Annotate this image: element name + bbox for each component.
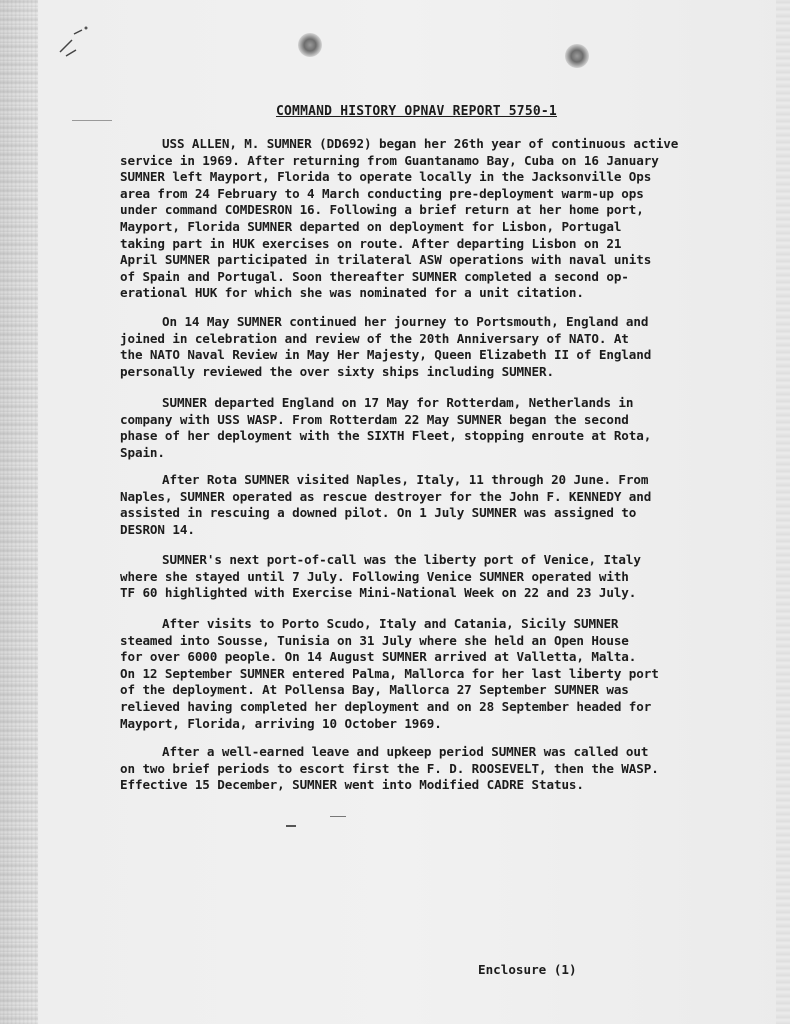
paragraph-5 (120, 552, 720, 602)
paragraph-1 (120, 136, 720, 302)
text-line: phase of her deployment with the SIXTH Fleet, stopping enroute at Rota, (120, 428, 652, 444)
text-line: April SUMNER participated in trilateral ASW operations with naval units (120, 252, 652, 268)
text-line: USS ALLEN, M. SUMNER (DD692) began her 26th year of continuous active (162, 136, 679, 151)
text-line: on two brief periods to escort first the F. D. ROOSEVELT, then the WASP. (120, 760, 659, 776)
text-line: service in 1969. After returning from Guantanamo Bay, Cuba on 16 January (120, 152, 659, 168)
right-edge-texture (776, 0, 790, 1024)
paragraph-7 (120, 744, 720, 794)
text-line: Mayport, Florida SUMNER departed on deployment for Lisbon, Portugal (120, 218, 622, 234)
text-line: Effective 15 December, SUMNER went into Modified CADRE Status. (120, 777, 584, 793)
text-line: for over 6000 people. On 14 August SUMNER arrived at Valletta, Malta. (120, 649, 637, 665)
paragraph-6 (120, 616, 720, 732)
text-line: personally reviewed the over sixty ships including SUMNER. (120, 363, 554, 379)
text-line: Naples, SUMNER operated as rescue destroyer for the John F. KENNEDY and (120, 488, 652, 504)
text-line: steamed into Sousse, Tunisia on 31 July where she held an Open House (120, 632, 629, 648)
paragraph-4 (120, 472, 720, 538)
text-line: where she stayed until 7 July. Following Venice SUMNER operated with (120, 568, 629, 584)
text-line: Mayport, Florida, arriving 10 October 1969. (120, 715, 442, 731)
text-line: of the deployment. At Pollensa Bay, Mallorca 27 September SUMNER was (120, 682, 629, 698)
text-line: erational HUK for which she was nominated for a unit citation. (120, 285, 584, 301)
stray-mark (286, 825, 296, 827)
text-line: On 14 May SUMNER continued her journey to Portsmouth, England and (162, 314, 649, 329)
paragraph-3 (120, 395, 720, 461)
text-line: Spain. (120, 444, 165, 460)
text-line: company with USS WASP. From Rotterdam 22 May SUMNER began the second (120, 411, 629, 427)
stray-mark (72, 120, 112, 121)
text-line: DESRON 14. (120, 521, 195, 537)
text-line: taking part in HUK exercises on route. After departing Lisbon on 21 (120, 235, 622, 251)
text-line: relieved having completed her deployment and on 28 September headed for (120, 698, 652, 714)
text-line: SUMNER left Mayport, Florida to operate locally in the Jacksonville Ops (120, 169, 652, 185)
text-line: under command COMDESRON 16. Following a brief return at her home port, (120, 202, 644, 218)
text-line: of Spain and Portugal. Soon thereafter SUMNER completed a second op- (120, 268, 629, 284)
text-line: After a well-earned leave and upkeep period SUMNER was called out (162, 744, 649, 759)
text-line: After visits to Porto Scudo, Italy and Catania, Sicily SUMNER (162, 616, 619, 631)
page-title: COMMAND HISTORY OPNAV REPORT 5750-1 (276, 104, 557, 119)
text-line: SUMNER's next port-of-call was the liberty port of Venice, Italy (162, 552, 641, 567)
text-line: area from 24 February to 4 March conducting pre-deployment warm-up ops (120, 185, 644, 201)
text-line: assisted in rescuing a downed pilot. On 1 July SUMNER was assigned to (120, 505, 637, 521)
text-line: the NATO Naval Review in May Her Majesty, Queen Elizabeth II of England (120, 347, 652, 363)
paragraph-2 (120, 314, 720, 380)
enclosure-label: Enclosure (1) (478, 962, 577, 977)
text-line: SUMNER departed England on 17 May for Rotterdam, Netherlands in (162, 395, 634, 410)
punch-hole-right (565, 44, 589, 68)
stray-mark (330, 816, 346, 817)
text-line: joined in celebration and review of the 20th Anniversary of NATO. At (120, 330, 629, 346)
pen-mark-icon (52, 22, 112, 62)
text-line: On 12 September SUMNER entered Palma, Mallorca for her last liberty port (120, 665, 659, 681)
text-line: TF 60 highlighted with Exercise Mini-National Week on 22 and 23 July. (120, 585, 637, 601)
binding-edge-texture (0, 0, 38, 1024)
text-line: After Rota SUMNER visited Naples, Italy, 11 through 20 June. From (162, 472, 649, 487)
punch-hole-left (298, 33, 322, 57)
